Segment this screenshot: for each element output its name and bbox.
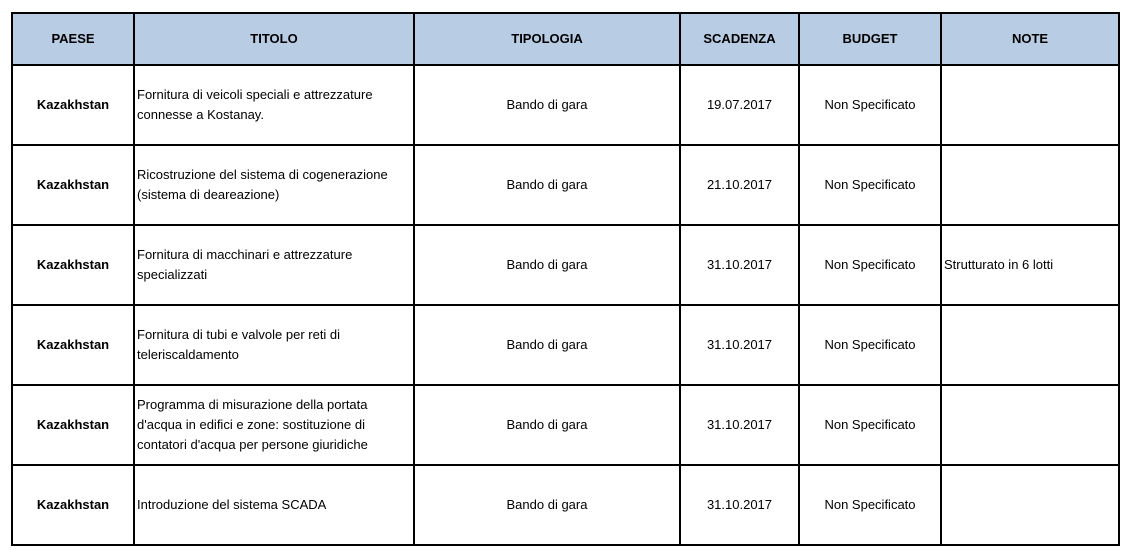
- header-row: [12, 13, 1119, 65]
- cell-tipologia: Bando di gara: [414, 145, 680, 225]
- cell-tipologia: Bando di gara: [414, 465, 680, 545]
- cell-titolo: Fornitura di veicoli speciali e attrezzature connesse a Kostanay.: [134, 65, 414, 145]
- table-row: [12, 65, 1119, 145]
- cell-note: [941, 465, 1119, 545]
- cell-paese: Kazakhstan: [12, 385, 134, 465]
- table-row: [12, 145, 1119, 225]
- cell-tipologia: Bando di gara: [414, 225, 680, 305]
- cell-budget: Non Specificato: [799, 65, 941, 145]
- cell-titolo: Introduzione del sistema SCADA: [134, 465, 414, 545]
- cell-scadenza: 31.10.2017: [680, 465, 799, 545]
- cell-scadenza: 19.07.2017: [680, 65, 799, 145]
- cell-paese: Kazakhstan: [12, 225, 134, 305]
- header-scadenza: SCADENZA: [680, 13, 799, 65]
- cell-note: [941, 385, 1119, 465]
- cell-budget: Non Specificato: [799, 305, 941, 385]
- cell-note: [941, 305, 1119, 385]
- cell-titolo: Fornitura di tubi e valvole per reti di teleriscaldamento: [134, 305, 414, 385]
- cell-note: Strutturato in 6 lotti: [941, 225, 1119, 305]
- cell-titolo: Fornitura di macchinari e attrezzature specializzati: [134, 225, 414, 305]
- cell-paese: Kazakhstan: [12, 465, 134, 545]
- cell-scadenza: 21.10.2017: [680, 145, 799, 225]
- cell-titolo: Programma di misurazione della portata d'acqua in edifici e zone: sostituzione di contatori d'acqua per persone giuridiche: [134, 385, 414, 465]
- cell-note: [941, 65, 1119, 145]
- tender-table: [11, 12, 1120, 546]
- cell-paese: Kazakhstan: [12, 145, 134, 225]
- cell-note: [941, 145, 1119, 225]
- cell-budget: Non Specificato: [799, 225, 941, 305]
- header-budget: BUDGET: [799, 13, 941, 65]
- cell-scadenza: 31.10.2017: [680, 385, 799, 465]
- cell-paese: Kazakhstan: [12, 65, 134, 145]
- table-row: [12, 465, 1119, 545]
- table-row: [12, 385, 1119, 465]
- table-body: [12, 65, 1119, 545]
- header-tipologia: TIPOLOGIA: [414, 13, 680, 65]
- cell-budget: Non Specificato: [799, 385, 941, 465]
- table-header: [12, 13, 1119, 65]
- header-note: NOTE: [941, 13, 1119, 65]
- cell-tipologia: Bando di gara: [414, 385, 680, 465]
- cell-tipologia: Bando di gara: [414, 305, 680, 385]
- cell-budget: Non Specificato: [799, 465, 941, 545]
- table-row: [12, 225, 1119, 305]
- table-row: [12, 305, 1119, 385]
- header-titolo: TITOLO: [134, 13, 414, 65]
- cell-paese: Kazakhstan: [12, 305, 134, 385]
- cell-scadenza: 31.10.2017: [680, 305, 799, 385]
- cell-titolo: Ricostruzione del sistema di cogenerazione (sistema di deareazione): [134, 145, 414, 225]
- cell-budget: Non Specificato: [799, 145, 941, 225]
- cell-tipologia: Bando di gara: [414, 65, 680, 145]
- cell-scadenza: 31.10.2017: [680, 225, 799, 305]
- header-paese: PAESE: [12, 13, 134, 65]
